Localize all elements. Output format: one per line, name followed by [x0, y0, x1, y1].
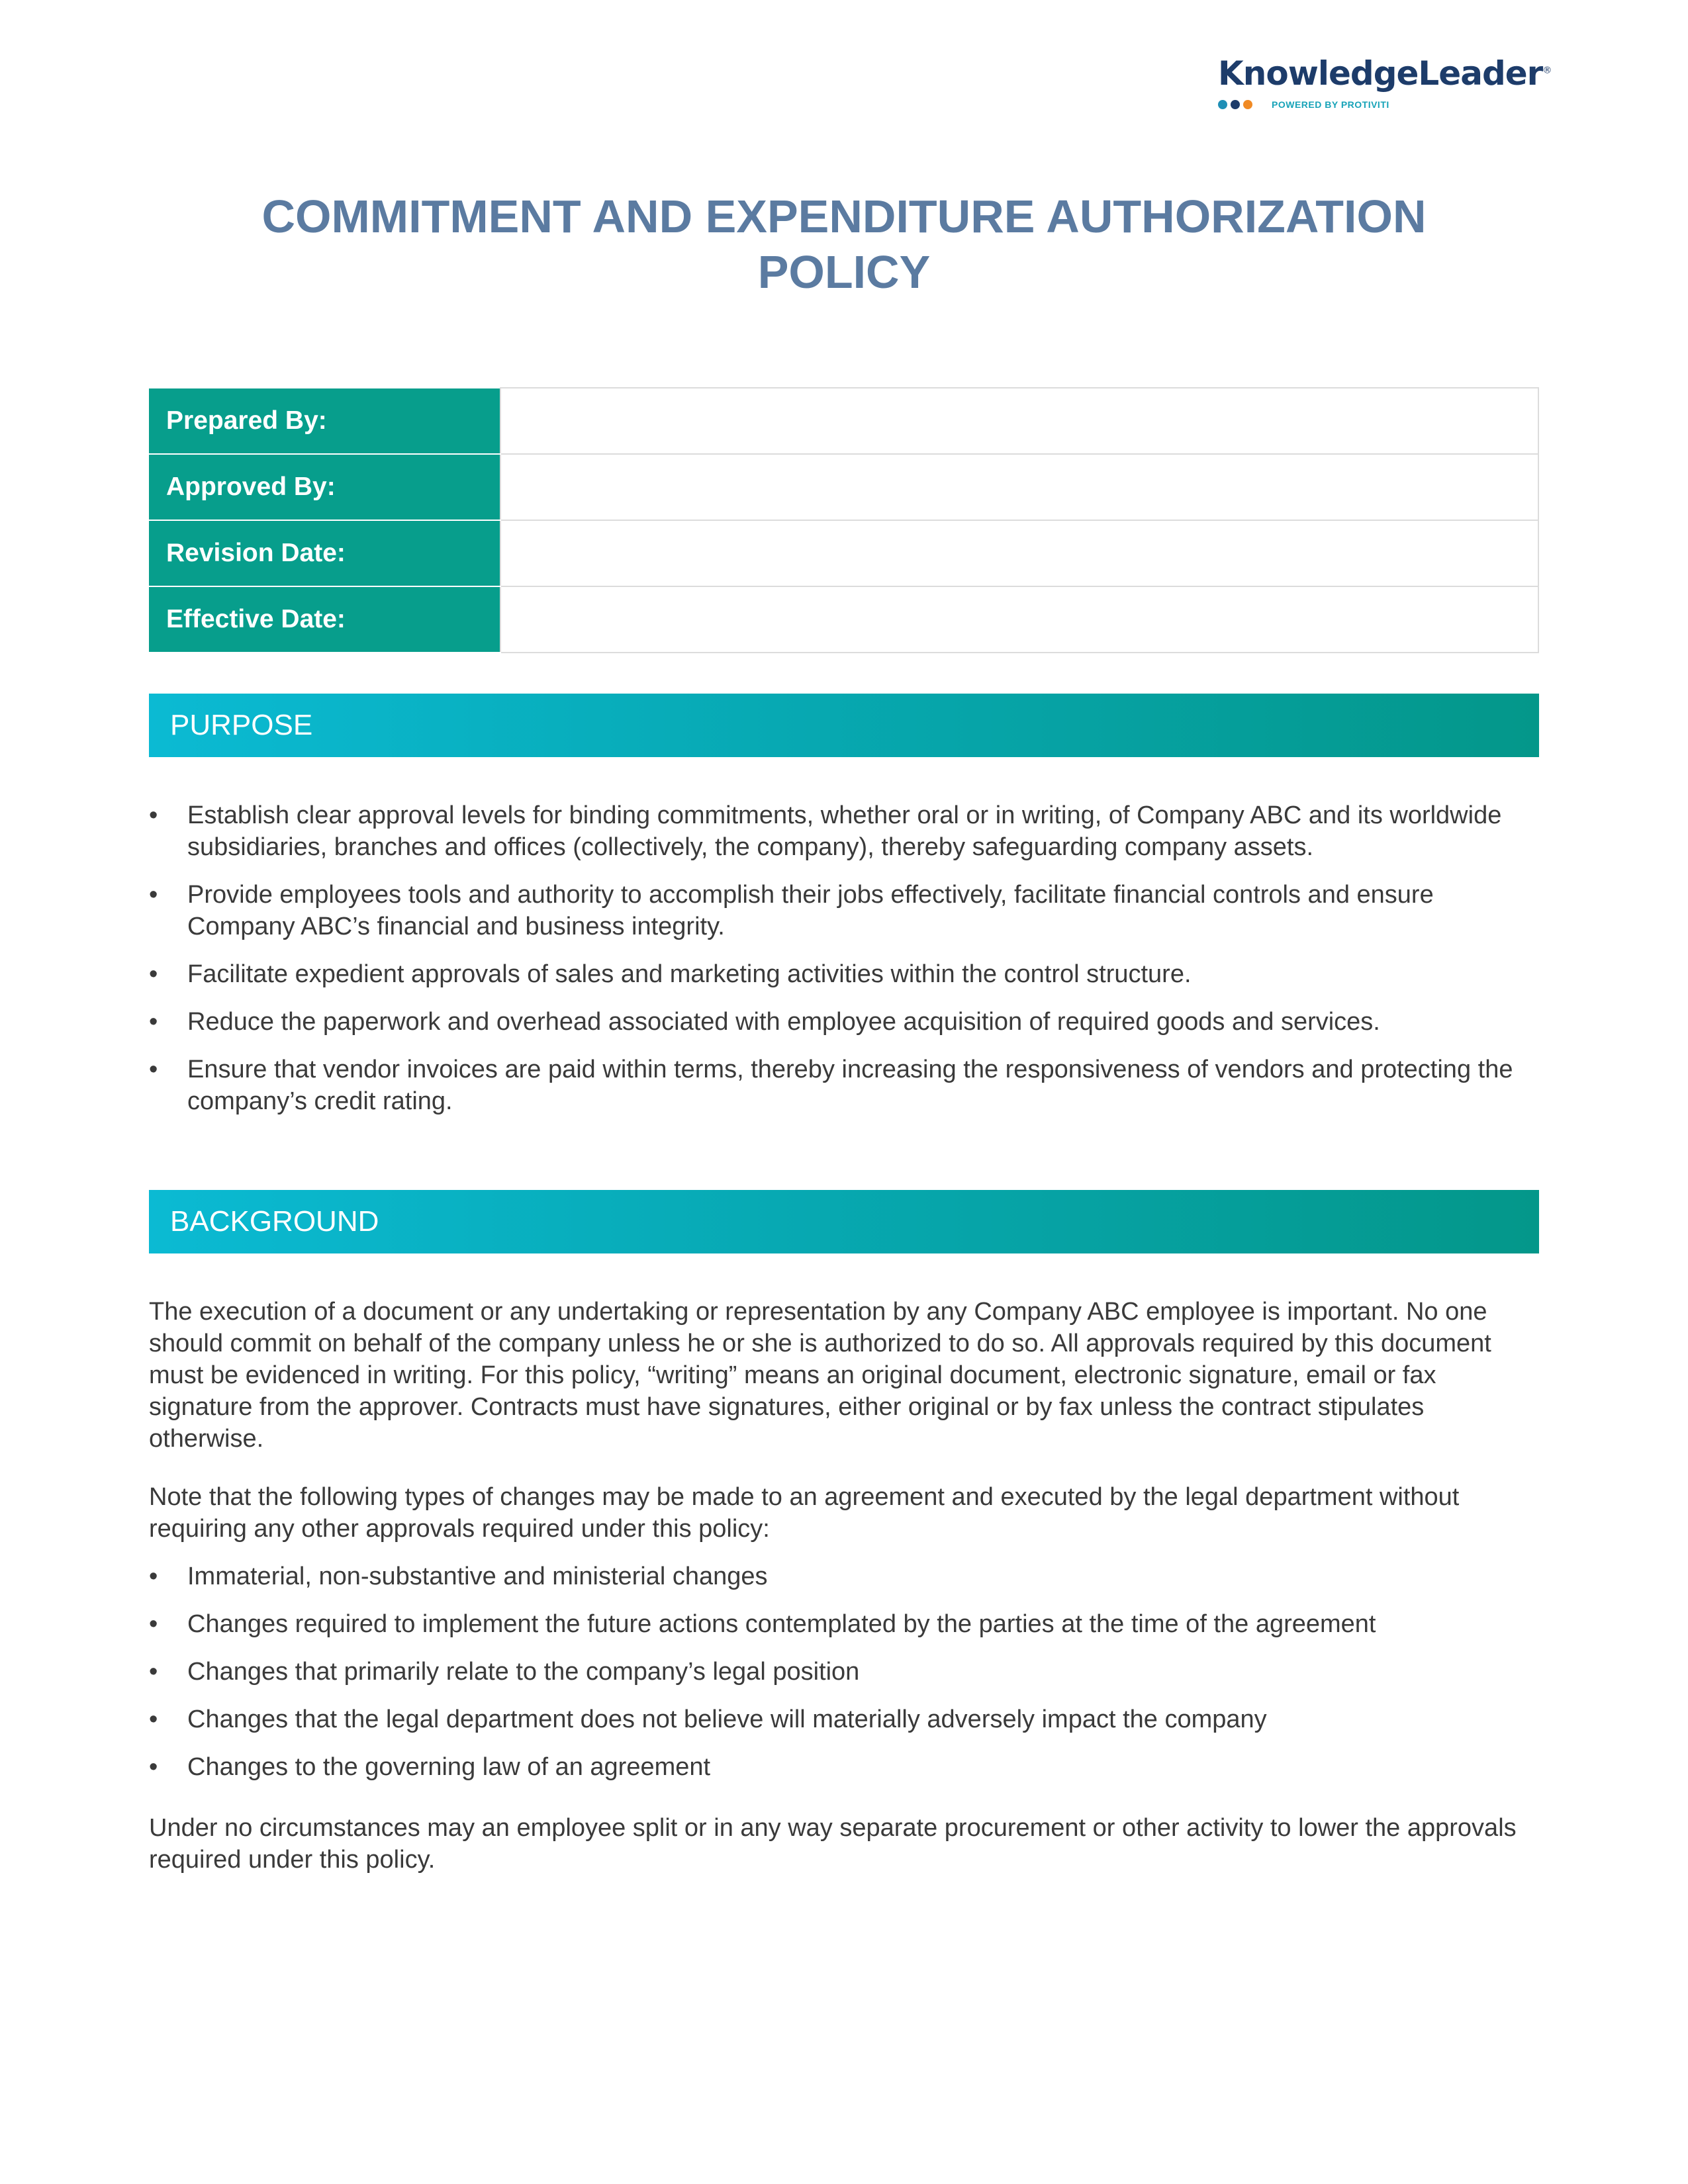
- list-item: • Changes that the legal department does not believe will materially adversely impact the company: [149, 1704, 1539, 1735]
- changes-list: [149, 1561, 1539, 1799]
- logo-dot-icon: [1218, 100, 1227, 109]
- table-row: [150, 520, 1538, 586]
- bullet-icon: •: [149, 1563, 158, 1590]
- bullet-icon: •: [149, 1658, 158, 1686]
- background-heading: BACKGROUND: [170, 1205, 379, 1238]
- logo-wordmark: KnowledgeLeader®: [1218, 54, 1552, 93]
- list-item: • Establish clear approval levels for binding commitments, whether oral or in writing, of Company ABC and its worldwide subsidiaries, branches and offices (collectively, the company), thereby safeguarding company assets.: [149, 799, 1539, 863]
- background-section-header: [149, 1190, 1539, 1253]
- bullet-icon: •: [149, 1056, 158, 1083]
- bullet-icon: •: [149, 801, 158, 829]
- knowledgeleader-logo: [1218, 54, 1552, 110]
- title-line-2: POLICY: [757, 246, 931, 298]
- background-paragraph-1: The execution of a document or any undertaking or representation by any Company ABC employee is important. No one should commit on behalf of the company unless he or she is authorized to do so. All approvals required by this document must be evidenced in writing. For this policy, “writing” means an original document, electronic signature, email or fax signature from the approver. Contracts must have signatures, either original or by fax unless the contract stipulates otherwise.: [149, 1298, 1491, 1453]
- approved-by-label: Approved By:: [150, 454, 500, 520]
- list-item: • Changes that primarily relate to the company’s legal position: [149, 1656, 1539, 1688]
- list-item: • Immaterial, non-substantive and ministerial changes: [149, 1561, 1539, 1592]
- table-row: [150, 388, 1538, 454]
- background-paragraph-2: Note that the following types of changes may be made to an agreement and executed by the legal department without requiring any other approvals required under this policy:: [149, 1483, 1460, 1543]
- list-item: • Facilitate expedient approvals of sales and marketing activities within the control structure.: [149, 958, 1539, 990]
- purpose-heading: PURPOSE: [170, 709, 313, 741]
- bullet-icon: •: [149, 1008, 158, 1036]
- page-title: [149, 189, 1539, 300]
- list-item: • Reduce the paperwork and overhead associated with employee acquisition of required goods and services.: [149, 1006, 1539, 1038]
- list-item: • Provide employees tools and authority to accomplish their jobs effectively, facilitate financial controls and ensure Company ABC’s financial and business integrity.: [149, 879, 1539, 942]
- bullet-icon: •: [149, 881, 158, 909]
- table-row: [150, 586, 1538, 653]
- revision-date-value[interactable]: [500, 520, 1538, 586]
- revision-date-label: Revision Date:: [150, 520, 500, 586]
- logo-tagline: POWERED BY PROTIVITI: [1272, 99, 1389, 110]
- effective-date-label: Effective Date:: [150, 586, 500, 653]
- bullet-icon: •: [149, 1753, 158, 1781]
- list-item: • Changes to the governing law of an agreement: [149, 1751, 1539, 1783]
- logo-dot-icon: [1231, 100, 1240, 109]
- list-item: • Ensure that vendor invoices are paid within terms, thereby increasing the responsiveness of vendors and protecting the company’s credit rating.: [149, 1054, 1539, 1117]
- title-line-1: COMMITMENT AND EXPENDITURE AUTHORIZATION: [261, 191, 1427, 242]
- purpose-section-header: [149, 694, 1539, 757]
- effective-date-value[interactable]: [500, 586, 1538, 653]
- prepared-by-label: Prepared By:: [150, 388, 500, 454]
- document-info-table: [149, 387, 1539, 653]
- registered-mark: ®: [1542, 65, 1552, 76]
- logo-tagline-row: [1218, 99, 1536, 110]
- bullet-icon: •: [149, 1706, 158, 1733]
- prepared-by-value[interactable]: [500, 388, 1538, 454]
- list-item: • Changes required to implement the future actions contemplated by the parties at the time of the agreement: [149, 1608, 1539, 1640]
- bullet-icon: •: [149, 960, 158, 988]
- logo-dot-icon: [1243, 100, 1252, 109]
- bullet-icon: •: [149, 1610, 158, 1638]
- table-row: [150, 454, 1538, 520]
- purpose-list: [149, 799, 1539, 1133]
- background-paragraph-3: Under no circumstances may an employee split or in any way separate procurement or other activity to lower the approvals required under this policy.: [149, 1814, 1517, 1874]
- approved-by-value[interactable]: [500, 454, 1538, 520]
